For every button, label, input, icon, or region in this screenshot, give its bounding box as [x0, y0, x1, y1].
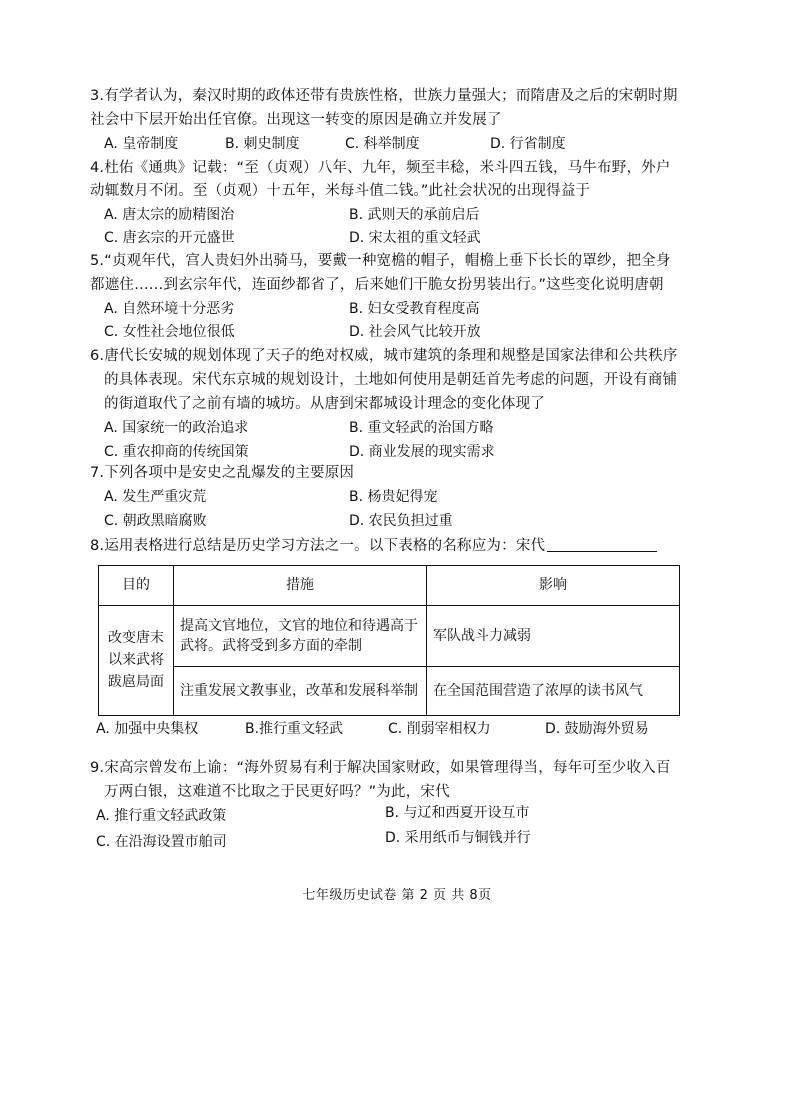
q8-option-c: C. 削弱宰相权力 — [388, 721, 491, 737]
q8-stem-line1 — [90, 536, 657, 556]
table-header-effect: 影响 — [427, 566, 680, 606]
q3-stem-line1: 3.有学者认为，秦汉时期的政体还带有贵族性格，世族力量强大；而隋唐及之后的宋朝时期 — [90, 88, 678, 104]
page-footer: 七年级历史试卷 第 2 页 共 8页 — [302, 888, 492, 903]
q5-stem-line1: 5.“贞观年代，宫人贵妇外出骑马，要戴一种宽檐的帽子，帽檐上垂下长长的罩纱，把全身 — [90, 253, 671, 269]
q3-option-d: D. 行省制度 — [490, 136, 566, 152]
q7-option-a: A. 发生严重灾荒 — [104, 489, 207, 505]
q5-option-b: B. 妇女受教育程度高 — [349, 301, 480, 317]
q4-option-c: C. 唐玄宗的开元盛世 — [104, 230, 235, 246]
q9-option-c: C. 在沿海设置市舶司 — [96, 834, 227, 850]
q8-answer-blank[interactable] — [547, 537, 657, 552]
q6-stem-line2: 的具体表现。宋代东京城的规划设计，土地如何使用是朝廷首先考虑的问题，开设有商铺 — [104, 372, 678, 388]
table-header-measure: 措施 — [174, 566, 427, 606]
table-cell-effect: 军队战斗力减弱 — [427, 605, 680, 667]
table-header-goal: 目的 — [99, 566, 174, 606]
q5-option-d: D. 社会风气比较开放 — [349, 324, 481, 340]
q9-option-b: B. 与辽和西夏开设互市 — [385, 805, 530, 821]
q4-option-a: A. 唐太宗的励精图治 — [104, 207, 235, 223]
q5-stem-line2: 都遮住……到玄宗年代，连面纱都省了，后来她们干脆女扮男装出行。”这些变化说明唐朝 — [90, 277, 664, 293]
q3-stem-line2: 社会中下层开始出任官僚。出现这一转变的原因是确立并发展了 — [90, 112, 502, 128]
q7-stem-line1: 7.下列各项中是安史之乱爆发的主要原因 — [90, 465, 355, 481]
q4-option-b: B. 武则天的承前启后 — [349, 207, 480, 223]
q4-option-d: D. 宋太祖的重文轻武 — [349, 230, 481, 246]
table-header-row — [99, 566, 680, 606]
q8-option-b: B.推行重文轻武 — [245, 721, 344, 737]
table-row — [99, 667, 680, 716]
q9-option-d: D. 采用纸币与铜钱并行 — [385, 830, 531, 846]
table-cell-goal: 改变唐末以来武将跋扈局面 — [99, 605, 174, 715]
q3-option-c: C. 科举制度 — [345, 136, 420, 152]
q5-option-a: A. 自然环境十分恶劣 — [104, 301, 235, 317]
q8-stem-text: 8.运用表格进行总结是历史学习方法之一。以下表格的名称应为：宋代 — [90, 538, 546, 554]
table-row — [99, 605, 680, 667]
q6-option-a: A. 国家统一的政治追求 — [104, 420, 249, 436]
table-cell-measure: 注重发展文教事业，改革和发展科举制 — [174, 667, 427, 716]
table-cell-effect: 在全国范围营造了浓厚的读书风气 — [427, 667, 680, 716]
q4-stem-line2: 动辄数月不闭。至（贞观）十五年，米每斗值二钱。”此社会状况的出现得益于 — [90, 183, 591, 199]
q4-stem-line1: 4.杜佑《通典》记载：“至（贞观）八年、九年，频至丰稔，米斗四五钱，马牛布野，外户 — [90, 160, 671, 176]
q3-option-a: A. 皇帝制度 — [104, 136, 179, 152]
q9-option-a: A. 推行重文轻武政策 — [96, 808, 227, 824]
q8-summary-table — [98, 565, 680, 716]
q6-stem-line3: 的街道取代了之前有墙的城坊。从唐到宋都城设计理念的变化体现了 — [104, 396, 545, 412]
q9-stem-line1: 9.宋高宗曾发布上谕：“海外贸易有利于解决国家财政，如果管理得当，每年可至少收入百 — [90, 760, 671, 776]
q6-option-b: B. 重文轻武的治国方略 — [349, 420, 494, 436]
table-cell-measure: 提高文官地位，文官的地位和待遇高于武将。武将受到多方面的牵制 — [174, 605, 427, 667]
q7-option-d: D. 农民负担过重 — [349, 513, 453, 529]
q8-option-a: A. 加强中央集权 — [96, 721, 199, 737]
q6-option-c: C. 重农抑商的传统国策 — [104, 444, 249, 460]
q6-option-d: D. 商业发展的现实需求 — [349, 444, 495, 460]
q9-stem-line2: 万两白银，这难道不比取之于民更好吗？”为此，宋代 — [104, 784, 450, 800]
q8-option-d: D. 鼓励海外贸易 — [545, 721, 649, 737]
q7-option-b: B. 杨贵妃得宠 — [349, 489, 438, 505]
q3-option-b: B. 刺史制度 — [225, 136, 300, 152]
q6-stem-line1: 6.唐代长安城的规划体现了天子的绝对权威，城市建筑的条理和规整是国家法律和公共秩序 — [90, 348, 678, 364]
q7-option-c: C. 朝政黑暗腐败 — [104, 513, 207, 529]
q5-option-c: C. 女性社会地位很低 — [104, 324, 235, 340]
